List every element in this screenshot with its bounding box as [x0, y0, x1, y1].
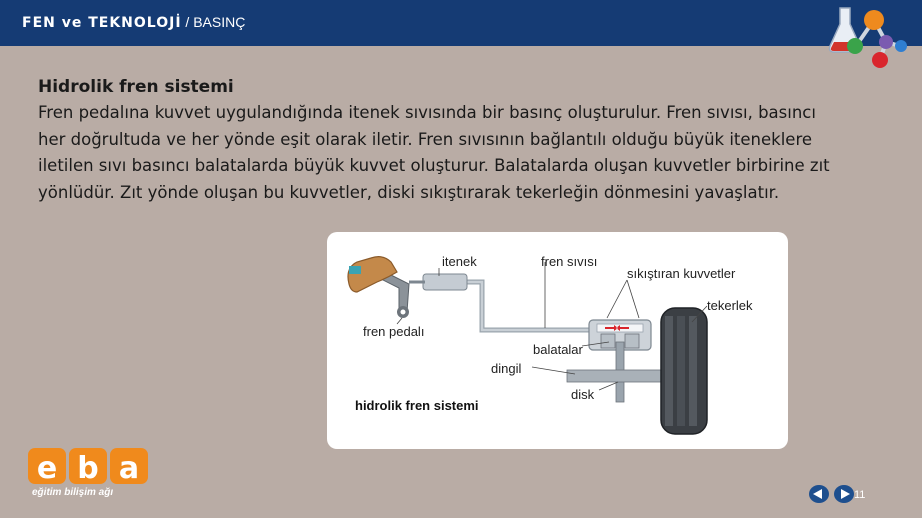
page-number: 11 [854, 489, 866, 501]
svg-text:b: b [77, 451, 99, 486]
hydraulic-brake-diagram [327, 232, 788, 449]
label-disk: disk [571, 387, 595, 402]
header-title [22, 14, 245, 31]
arrow-right-icon[interactable] [834, 485, 854, 503]
body-paragraph: Fren pedalına kuvvet uygulandığında itenek sıvısında bir basınç oluşturulur. Fren sıvısı, basıncı her doğrultuda ve her yönde eşit olarak iletir. Fren sıvısının bağlantılı olduğu büyük iteneklere iletilen sıvı basıncı balatalarda büyük kuvvet oluşturur. Balatalarda oluşan kuvvetler birbirine zıt yönlüdür. Zıt yönde oluşan bu kuvvetler, diski sıkıştırarak tekerleğin dönmesini yavaşlatır. [38, 103, 830, 202]
svg-text:a: a [118, 451, 140, 486]
label-dingil: dingil [491, 361, 522, 376]
label-sikistiran-kuvvetler: sıkıştıran kuvvetler [627, 266, 736, 281]
eba-tagline: eğitim bilişim ağı [32, 487, 114, 498]
svg-text:e: e [36, 451, 58, 486]
header-bar [0, 0, 922, 46]
molecule-flask-icon [826, 2, 908, 70]
header-title-sub: / BASINÇ [181, 14, 246, 30]
label-itenek: itenek [442, 254, 477, 269]
label-fren-pedali: fren pedalı [363, 324, 425, 339]
label-fren-sivisi: fren sıvısı [541, 254, 598, 269]
header-title-main: FEN ve TEKNOLOJİ [22, 15, 182, 31]
diagram-title: hidrolik fren sistemi [355, 398, 479, 413]
arrow-left-icon[interactable] [809, 485, 829, 503]
label-balatalar: balatalar [533, 342, 583, 357]
section-heading: Hidrolik fren sistemi [38, 77, 234, 97]
label-tekerlek: tekerlek [707, 298, 753, 313]
